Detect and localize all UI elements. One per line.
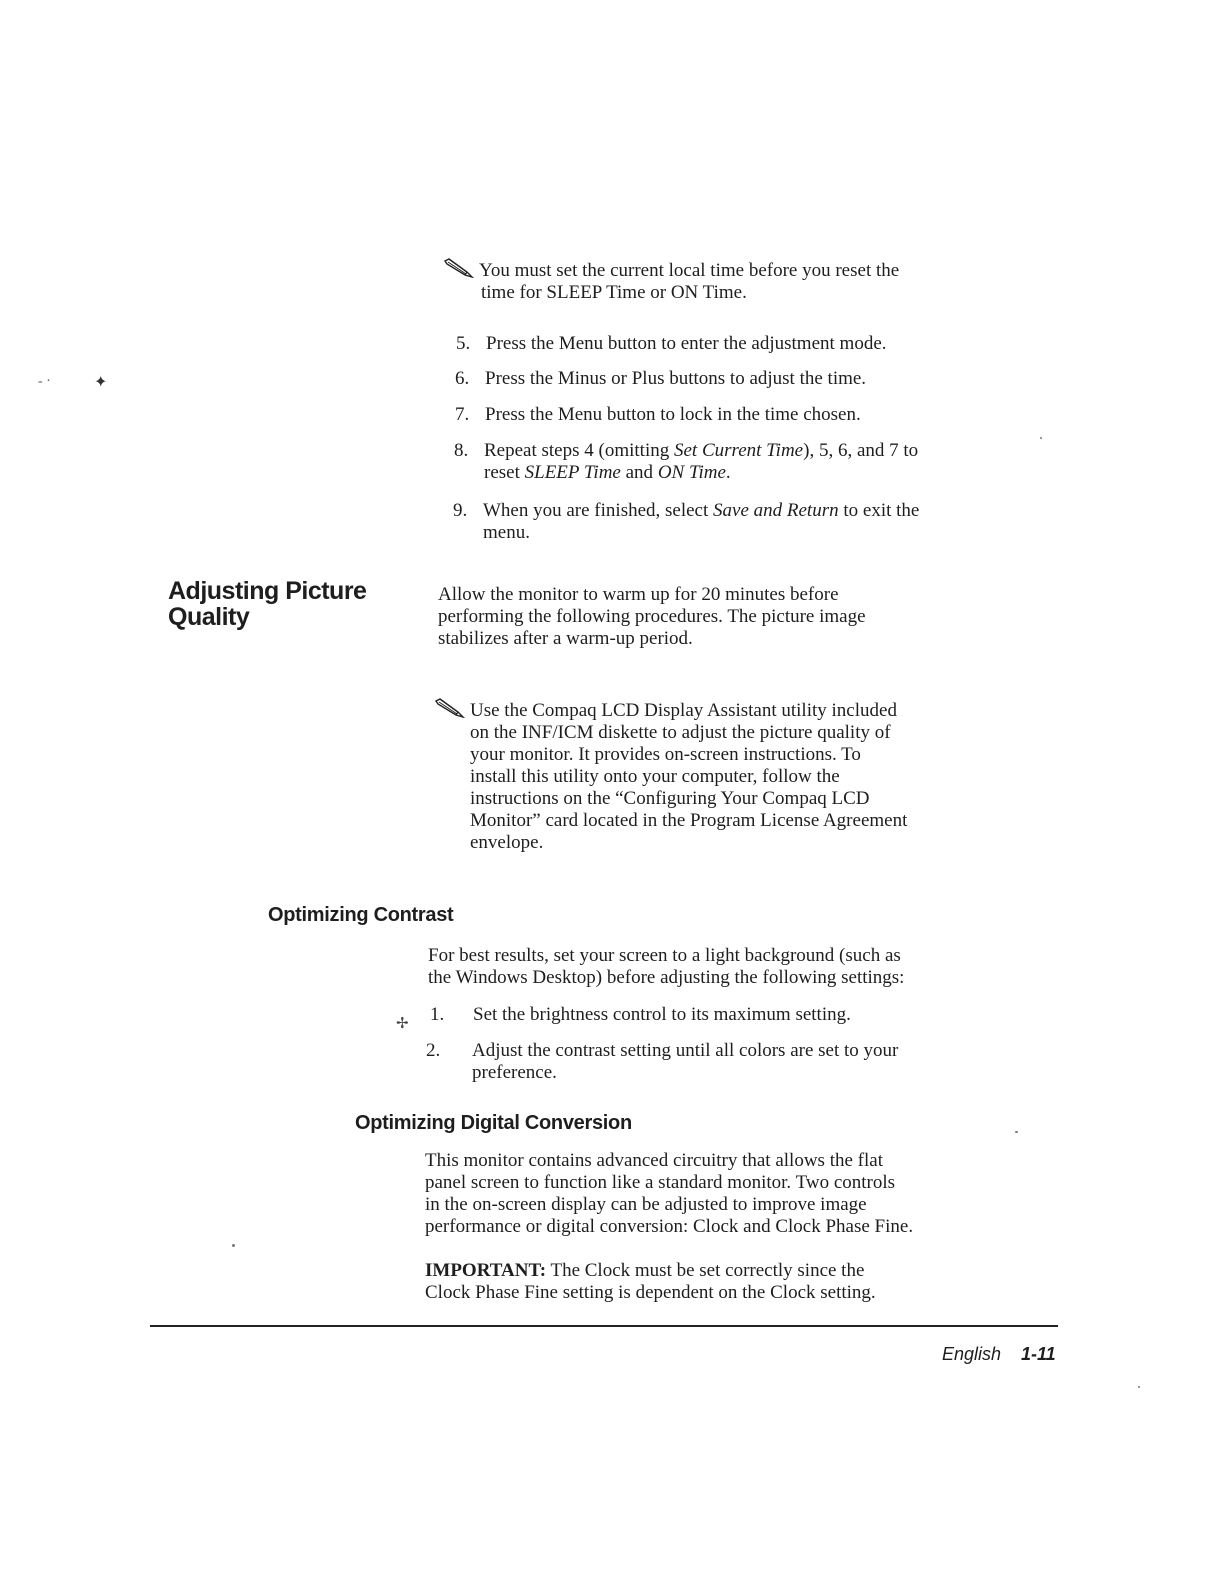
scan-mark: ✦: [94, 374, 108, 391]
paragraph-line: This monitor contains advanced circuitry that allows the flat: [425, 1150, 883, 1171]
note-line: [434, 698, 1004, 722]
step-number: 8.: [454, 440, 469, 461]
note-line: instructions on the “Configuring Your Compaq LCD: [470, 788, 870, 809]
contrast-intro: [428, 945, 998, 989]
paragraph-line: performance or digital conversion: Clock and Clock Phase Fine.: [425, 1216, 914, 1237]
note-line: envelope.: [470, 832, 544, 853]
scan-speck: [1015, 1131, 1018, 1133]
heading-line: Quality: [168, 603, 250, 631]
important-note: [425, 1260, 985, 1304]
note-line: install this utility onto your computer, follow the: [470, 766, 840, 787]
step-number: 6.: [455, 368, 470, 389]
adjusting-intro: [438, 584, 978, 650]
note-line: your monitor. It provides on-screen instructions. To: [470, 744, 861, 765]
section-heading-digital: Optimizing Digital Conversion: [355, 1112, 632, 1134]
step-number: 7.: [455, 404, 470, 425]
paragraph-line: the Windows Desktop) before adjusting the following settings:: [428, 967, 905, 988]
paragraph-line: Allow the monitor to warm up for 20 minutes before: [438, 584, 839, 605]
step-text: Adjust the contrast setting until all colors are set to your preference.: [472, 1040, 899, 1083]
list-item: [454, 440, 1014, 486]
list-item: [426, 1040, 986, 1086]
step-text: Press the Menu button to enter the adjustment mode.: [486, 333, 887, 354]
paragraph-line: IMPORTANT: The Clock must be set correctly since the: [425, 1260, 865, 1281]
step-number: 5.: [456, 333, 471, 354]
step-text: Press the Minus or Plus buttons to adjust the time.: [485, 368, 867, 389]
scan-speck: [232, 1244, 235, 1247]
paragraph-line: in the on-screen display can be adjusted to improve image: [425, 1194, 867, 1215]
footer-language: English: [942, 1344, 1002, 1364]
step-number: 1.: [430, 1004, 445, 1025]
note-display-assistant: [434, 698, 1004, 854]
pencil-note-icon: [443, 258, 475, 278]
scan-mark: - ·: [38, 374, 51, 389]
note-top-text: You must set the current local time before you reset the: [479, 260, 900, 281]
note-line: Monitor” card located in the Program License Agreement: [470, 810, 908, 831]
paragraph-line: panel screen to function like a standard monitor. Two controls: [425, 1172, 896, 1193]
heading-line: Adjusting Picture: [168, 577, 367, 605]
section-heading-adjusting: [168, 578, 398, 630]
note-line: on the INF/ICM diskette to adjust the picture quality of: [470, 722, 891, 743]
note-top-line-1: [443, 258, 1003, 282]
note-top-line-2: time for SLEEP Time or ON Time.: [481, 282, 747, 303]
footer-divider: [150, 1325, 1058, 1327]
footer-page-number: 1-11: [1021, 1344, 1056, 1364]
pencil-note-icon: [434, 698, 466, 718]
note-text: Use the Compaq LCD Display Assistant utility included: [470, 700, 897, 721]
scan-speck: [1040, 437, 1042, 439]
important-label: IMPORTANT:: [425, 1260, 547, 1281]
paragraph-line: For best results, set your screen to a light background (such as: [428, 945, 901, 966]
step-text: Press the Menu button to lock in the time chosen.: [485, 404, 861, 425]
list-item: [453, 500, 1013, 546]
digital-body: [425, 1150, 1005, 1238]
step-text: Repeat steps 4 (omitting Set Current Time), 5, 6, and 7 to reset SLEEP Time and ON Time.: [484, 440, 919, 483]
scan-speck: [1138, 1386, 1140, 1388]
section-heading-contrast: Optimizing Contrast: [268, 904, 454, 926]
note-top: [443, 258, 1003, 304]
scan-mark: ✢: [396, 1016, 409, 1032]
step-text: When you are finished, select Save and Return to exit the menu.: [483, 500, 920, 543]
step-number: 9.: [453, 500, 468, 521]
step-text: Set the brightness control to its maximum setting.: [473, 1004, 851, 1025]
paragraph-line: performing the following procedures. The picture image: [438, 606, 866, 627]
paragraph-line: Clock Phase Fine setting is dependent on the Clock setting.: [425, 1282, 876, 1303]
paragraph-line: stabilizes after a warm-up period.: [438, 628, 693, 649]
step-number: 2.: [426, 1040, 441, 1061]
